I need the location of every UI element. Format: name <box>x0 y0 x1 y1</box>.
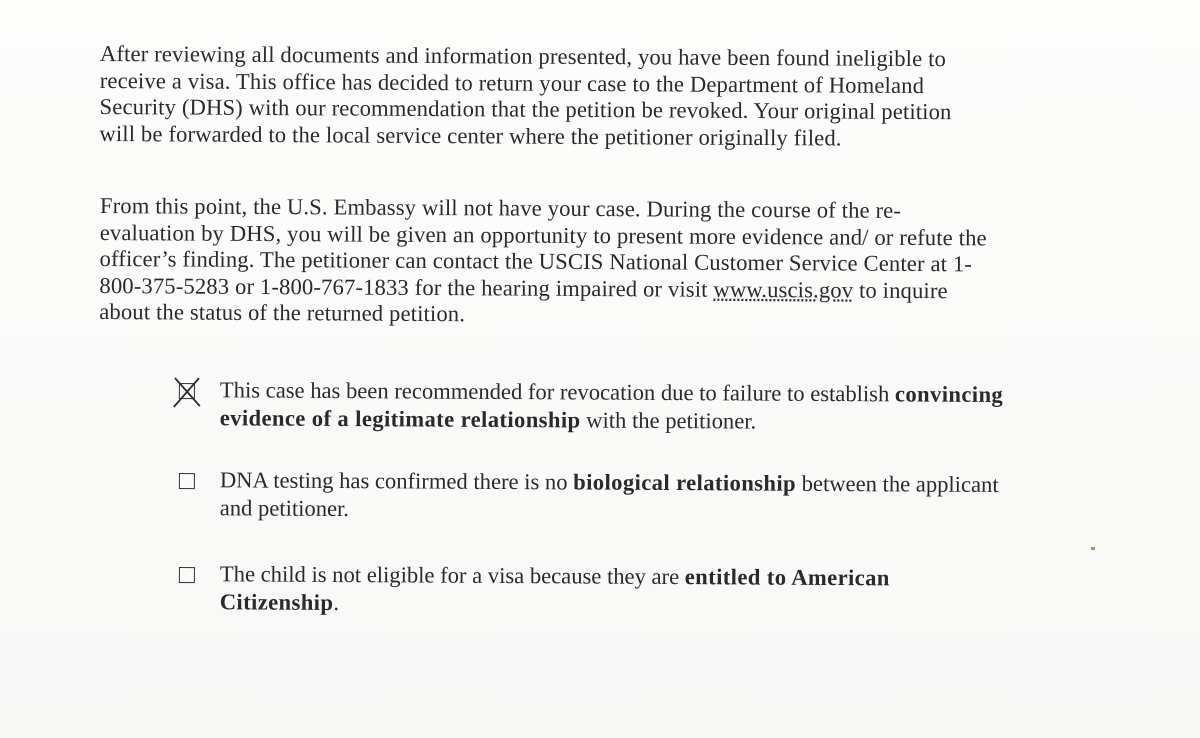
x-mark-icon <box>172 376 204 408</box>
item-text-line: and petitioner. <box>219 495 350 522</box>
paragraph-ineligibility <box>99 41 1140 153</box>
paragraph-next-steps <box>99 193 1140 332</box>
bold-text: convincing <box>894 381 1004 408</box>
text-line: about the status of the returned petition. <box>99 298 466 327</box>
text-line: officer’s finding. The petitioner can contact the USCIS National Customer Service Center at 1- <box>99 245 973 277</box>
text-fragment: with the petitioner. <box>580 407 757 434</box>
bold-text: evidence of a legitimate relationship <box>219 405 581 433</box>
checkbox-checked[interactable] <box>179 383 195 399</box>
text-line: Security (DHS) with our recommendation that the petition be revoked. Your original petition <box>99 93 952 125</box>
checklist-item-revocation <box>175 376 1165 438</box>
item-text-line <box>175 588 1165 622</box>
text-fragment: The child is not eligible for a visa because they are <box>219 561 685 590</box>
text-line: evaluation by DHS, you will be given an opportunity to present more evidence and/ or refute the <box>99 219 987 250</box>
text-fragment: between the applicant <box>795 470 999 498</box>
text-fragment: to inquire <box>853 277 948 303</box>
text-fragment: . <box>333 589 340 616</box>
text-fragment: DNA testing has confirmed there is no <box>219 467 574 495</box>
bold-text: entitled to American <box>684 564 890 591</box>
item-text-line <box>175 404 1165 438</box>
checklist-item-citizenship <box>175 560 1165 622</box>
text-line: From this point, the U.S. Embassy will not have your case. During the course of the re- <box>99 193 902 223</box>
text-line: will be forwarded to the local service center where the petitioner originally filed. <box>99 120 842 151</box>
bold-text: Citizenship <box>219 589 334 615</box>
uscis-website-link[interactable]: www.uscis.gov <box>713 276 854 303</box>
checkbox-unchecked[interactable] <box>179 567 195 583</box>
text-fragment: This case has been recommended for revocation due to failure to establish <box>219 377 896 407</box>
scan-speck <box>1091 547 1095 550</box>
checklist-item-dna <box>175 466 1165 528</box>
bold-text: biological relationship <box>573 469 797 496</box>
text-line: After reviewing all documents and information presented, you have been found ineligible to <box>99 41 947 72</box>
text-line: receive a visa. This office has decided to return your case to the Department of Homeland <box>99 67 925 98</box>
text-fragment: 800-375-5283 or 1-800-767-1833 for the hearing impaired or visit <box>99 272 714 302</box>
checkbox-unchecked[interactable] <box>179 473 195 489</box>
